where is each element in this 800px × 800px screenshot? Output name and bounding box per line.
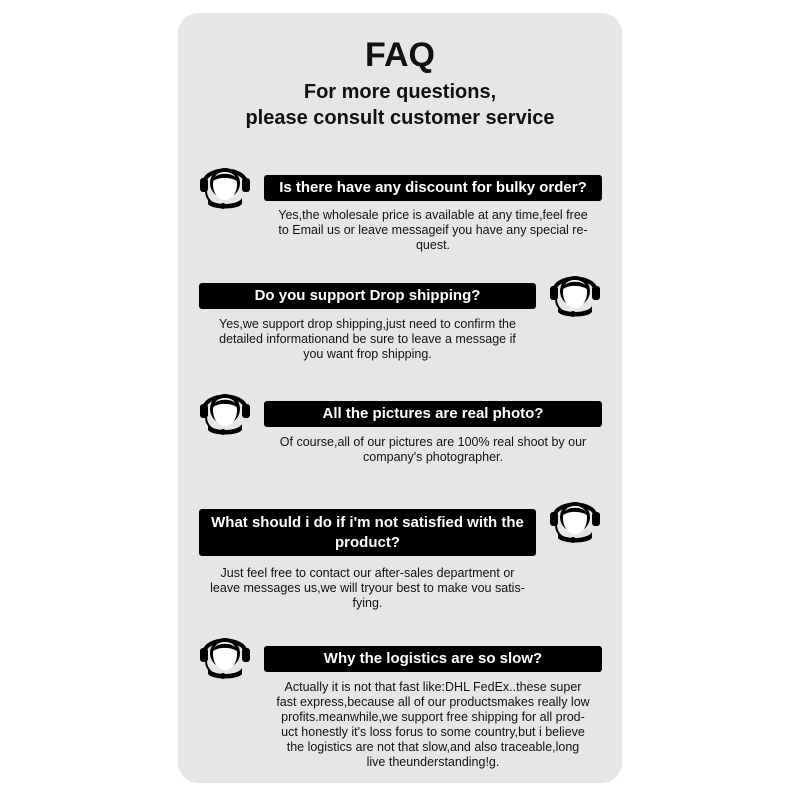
faq-answer-2 bbox=[199, 317, 536, 362]
page-subtitle bbox=[0, 79, 800, 131]
subtitle-line-2: please consult customer service bbox=[245, 107, 555, 129]
faq-answer-4 bbox=[199, 566, 536, 611]
faq-question-4 bbox=[199, 509, 536, 556]
answer-line: the logistics are not that slow,and also traceable,long bbox=[286, 740, 580, 754]
question-line: product? bbox=[335, 533, 400, 551]
answer-line: company's photographer. bbox=[363, 450, 503, 464]
answer-line: you want frop shipping. bbox=[303, 347, 432, 361]
answer-line: fast express,because all of our productsmakes really low bbox=[276, 695, 590, 709]
faq-question-3: All the pictures are real photo? bbox=[264, 401, 602, 427]
answer-line: live theunderstanding!g. bbox=[366, 755, 500, 769]
answer-line: fying. bbox=[352, 596, 383, 610]
answer-line: Of course,all of our pictures are 100% real shoot by our bbox=[279, 435, 587, 449]
headset-support-icon bbox=[198, 628, 252, 684]
answer-line: Yes,the wholesale price is available at any time,feel free bbox=[278, 208, 588, 222]
faq-question-1: Is there have any discount for bulky order? bbox=[264, 175, 602, 201]
faq-answer-3 bbox=[264, 435, 602, 465]
answer-line: quest. bbox=[415, 238, 451, 252]
answer-line: profits.meanwhile,we support free shipping for all prod- bbox=[281, 710, 585, 724]
answer-line: uct honestly it's loss forus to some country,but i believe bbox=[281, 725, 585, 739]
headset-support-icon bbox=[548, 492, 602, 548]
faq-question-5: Why the logistics are so slow? bbox=[264, 646, 602, 672]
answer-line: detailed informationand be sure to leave a message if bbox=[219, 332, 516, 346]
subtitle-line-1: For more questions, bbox=[303, 81, 497, 103]
answer-line: leave messages us,we will tryour best to make vou satis- bbox=[210, 581, 525, 595]
answer-line: Just feel free to contact our after-sales department or bbox=[220, 566, 515, 580]
headset-support-icon bbox=[548, 266, 602, 322]
question-line: What should i do if i'm not satisfied with the bbox=[211, 513, 524, 531]
headset-support-icon bbox=[198, 384, 252, 440]
answer-line: to Email us or leave messageif you have any special re- bbox=[278, 223, 588, 237]
page-title: FAQ bbox=[365, 36, 435, 74]
faq-answer-5 bbox=[264, 680, 602, 770]
answer-line: Yes,we support drop shipping,just need to confirm the bbox=[219, 317, 516, 331]
headset-support-icon bbox=[198, 158, 252, 214]
faq-question-2: Do you support Drop shipping? bbox=[199, 283, 536, 309]
faq-answer-1 bbox=[264, 208, 602, 253]
answer-line: Actually it is not that fast like:DHL FedEx..these super bbox=[284, 680, 582, 694]
